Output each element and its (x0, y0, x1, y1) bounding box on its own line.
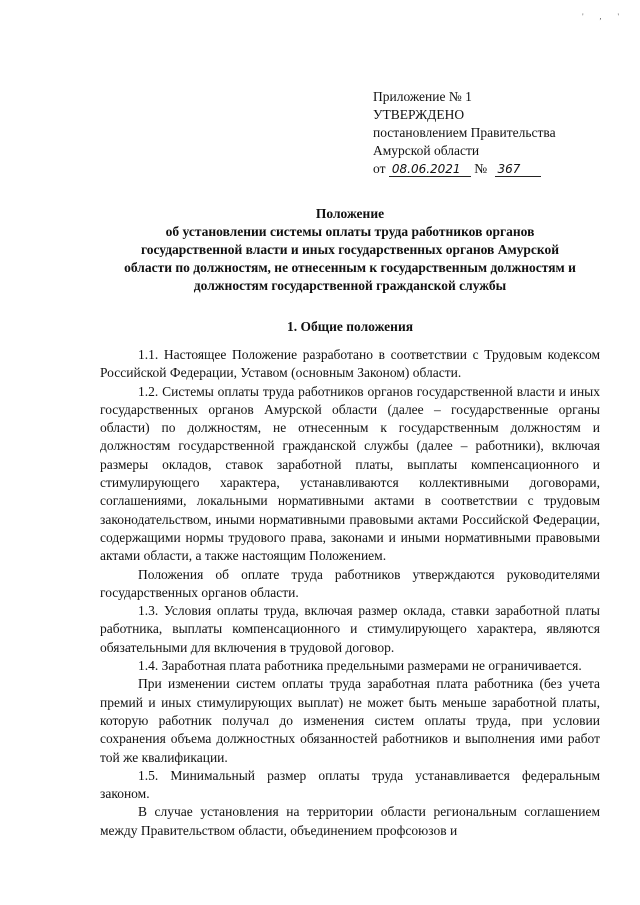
approved-region: Амурской области (373, 143, 480, 158)
title-line: об установлении системы оплаты труда работников органов (165, 224, 535, 239)
date-prefix: от (373, 161, 386, 176)
title-line: области по должностям, не отнесенным к государственным должностям и (124, 260, 576, 275)
approved-label: УТВЕРЖДЕНО (373, 107, 465, 122)
title-line: должностям государственной гражданской службы (193, 278, 507, 293)
approved-by: постановлением Правительства (373, 125, 556, 140)
paragraph: 1.5. Минимальный размер оплаты труда устанавливается федеральным законом. (100, 767, 600, 802)
paragraph: 1.1. Настоящее Положение разработано в соответствии с Трудовым кодексом Российской Федерации, Уставом (основным Законом) области. (100, 347, 600, 381)
document-title (100, 205, 600, 295)
handwritten-number: 367 (495, 162, 541, 177)
section-body (100, 346, 600, 840)
paragraph: 1.4. Заработная плата работника предельными размерами не ограничивается. (138, 658, 582, 674)
paragraph: В случае установления на территории области региональным соглашением между Правительством области, объединением профсоюзов и (100, 804, 600, 838)
date-number-line (373, 160, 623, 178)
handwritten-date: 08.06.2021 (389, 162, 471, 177)
paragraph: Положения об оплате труда работников утверждаются руководителями государственных органов области. (100, 566, 600, 600)
paragraph: При изменении систем оплаты труда заработная плата работника (без учета премий и иных стимулирующих выплат) не может быть меньше заработной платы, которую работник получал до изменения систем оплаты труда, при условии сохранения объема должностных обязанностей работников и выполнения ими работ той же квалификации. (100, 676, 600, 765)
title-line: государственной власти и иных государственных органов Амурской (140, 242, 560, 257)
scan-specks: ' , ' (582, 12, 626, 21)
paragraph: 1.3. Условия оплаты труда, включая размер оклада, ставки заработной платы работника, выплаты компенсационного и стимулирующего характера, являются обязательными для включения в трудовой договор. (100, 603, 600, 655)
approval-block (373, 88, 623, 178)
paragraph: 1.2. Системы оплаты труда работников органов государственной власти и иных государственных органов Амурской области (далее – государственные органы области) по должностям, не отнесенным к государственным должностям и должностям государственной гражданской службы (далее – работники), включая размеры окладов, ставок заработной платы, выплаты компенсационного и стимулирующего характера, устанавливаются коллективными договорами, соглашениями, локальными нормативными актами в соответствии с трудовым законодательством, иными нормативными правовыми актами Российской Федерации, содержащими нормы трудового права, законами и иными нормативными правовыми актами области, а также настоящим Положением. (100, 383, 600, 564)
title-line: Положение (315, 206, 385, 221)
appendix-number: Приложение № 1 (373, 89, 472, 104)
section-heading: 1. Общие положения (286, 319, 414, 334)
number-prefix: № (474, 161, 488, 176)
